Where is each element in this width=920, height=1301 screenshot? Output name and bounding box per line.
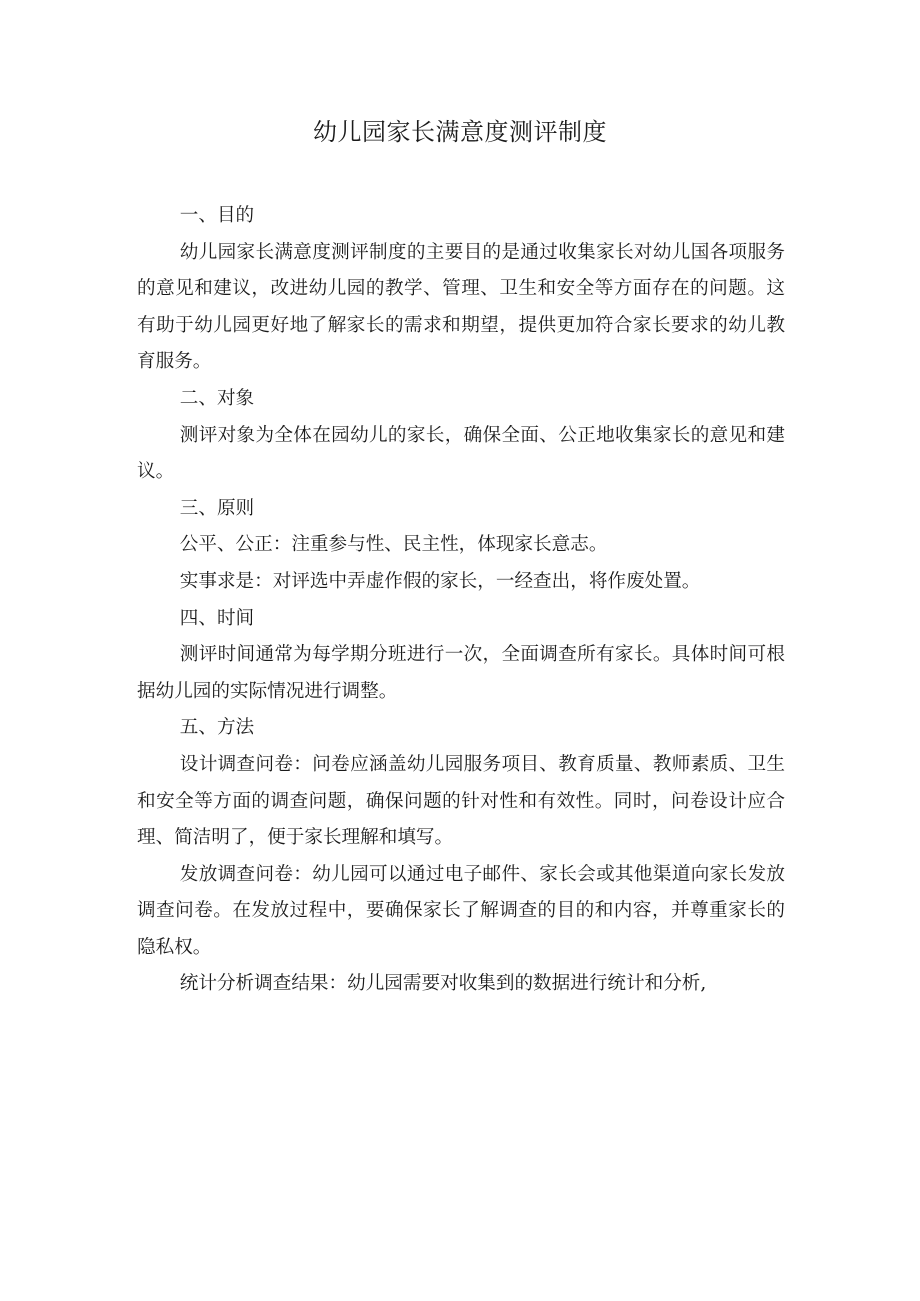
section-heading-target: 二、对象	[179, 387, 255, 409]
paragraph-method-analyze: 统计分析调查结果：幼儿园需要对收集到的数据进行统计和分析,	[179, 973, 707, 995]
paragraph-target: 测评对象为全体在园幼儿的家长，确保全面、公正地收集家长的意见和建议。	[137, 424, 785, 483]
paragraph-principle-fairness: 公平、公正：注重参与性、民主性，体现家长意志。	[179, 534, 608, 556]
section-heading-principles: 三、原则	[179, 497, 255, 519]
paragraph-method-design: 设计调查问卷：问卷应涵盖幼儿园服务项目、教育质量、教师素质、卫生和安全等方面的调查问题，确保问题的针对性和有效性。同时，问卷设计应合理、简洁明了，便于家长理解和填写。	[137, 753, 785, 849]
document-body	[137, 198, 785, 1003]
paragraph-purpose: 幼儿园家长满意度测评制度的主要目的是通过收集家长对幼儿国各项服务的意见和建议，改进幼儿园的教学、管理、卫生和安全等方面存在的问题。这有助于幼儿园更好地了解家长的需求和期望，提供更加符合家长要求的幼儿教育服务。	[137, 241, 785, 373]
paragraph-time: 测评时间通常为每学期分班进行一次，全面调查所有家长。具体时间可根据幼儿园的实际情况进行调整。	[137, 644, 785, 702]
section-heading-time: 四、时间	[179, 607, 255, 629]
paragraph-method-distribute: 发放调查问卷：幼儿园可以通过电子邮件、家长会或其他渠道向家长发放调查问卷。在发放过程中，要确保家长了解调查的目的和内容，并尊重家长的隐私权。	[137, 863, 785, 958]
section-heading-purpose: 一、目的	[179, 205, 255, 226]
section-heading-method: 五、方法	[179, 717, 255, 739]
document-title: 幼儿园家长满意度测评制度	[313, 118, 607, 146]
paragraph-principle-truth: 实事求是：对评选中弄虚作假的家长，一经查出，将作废处置。	[179, 570, 701, 592]
